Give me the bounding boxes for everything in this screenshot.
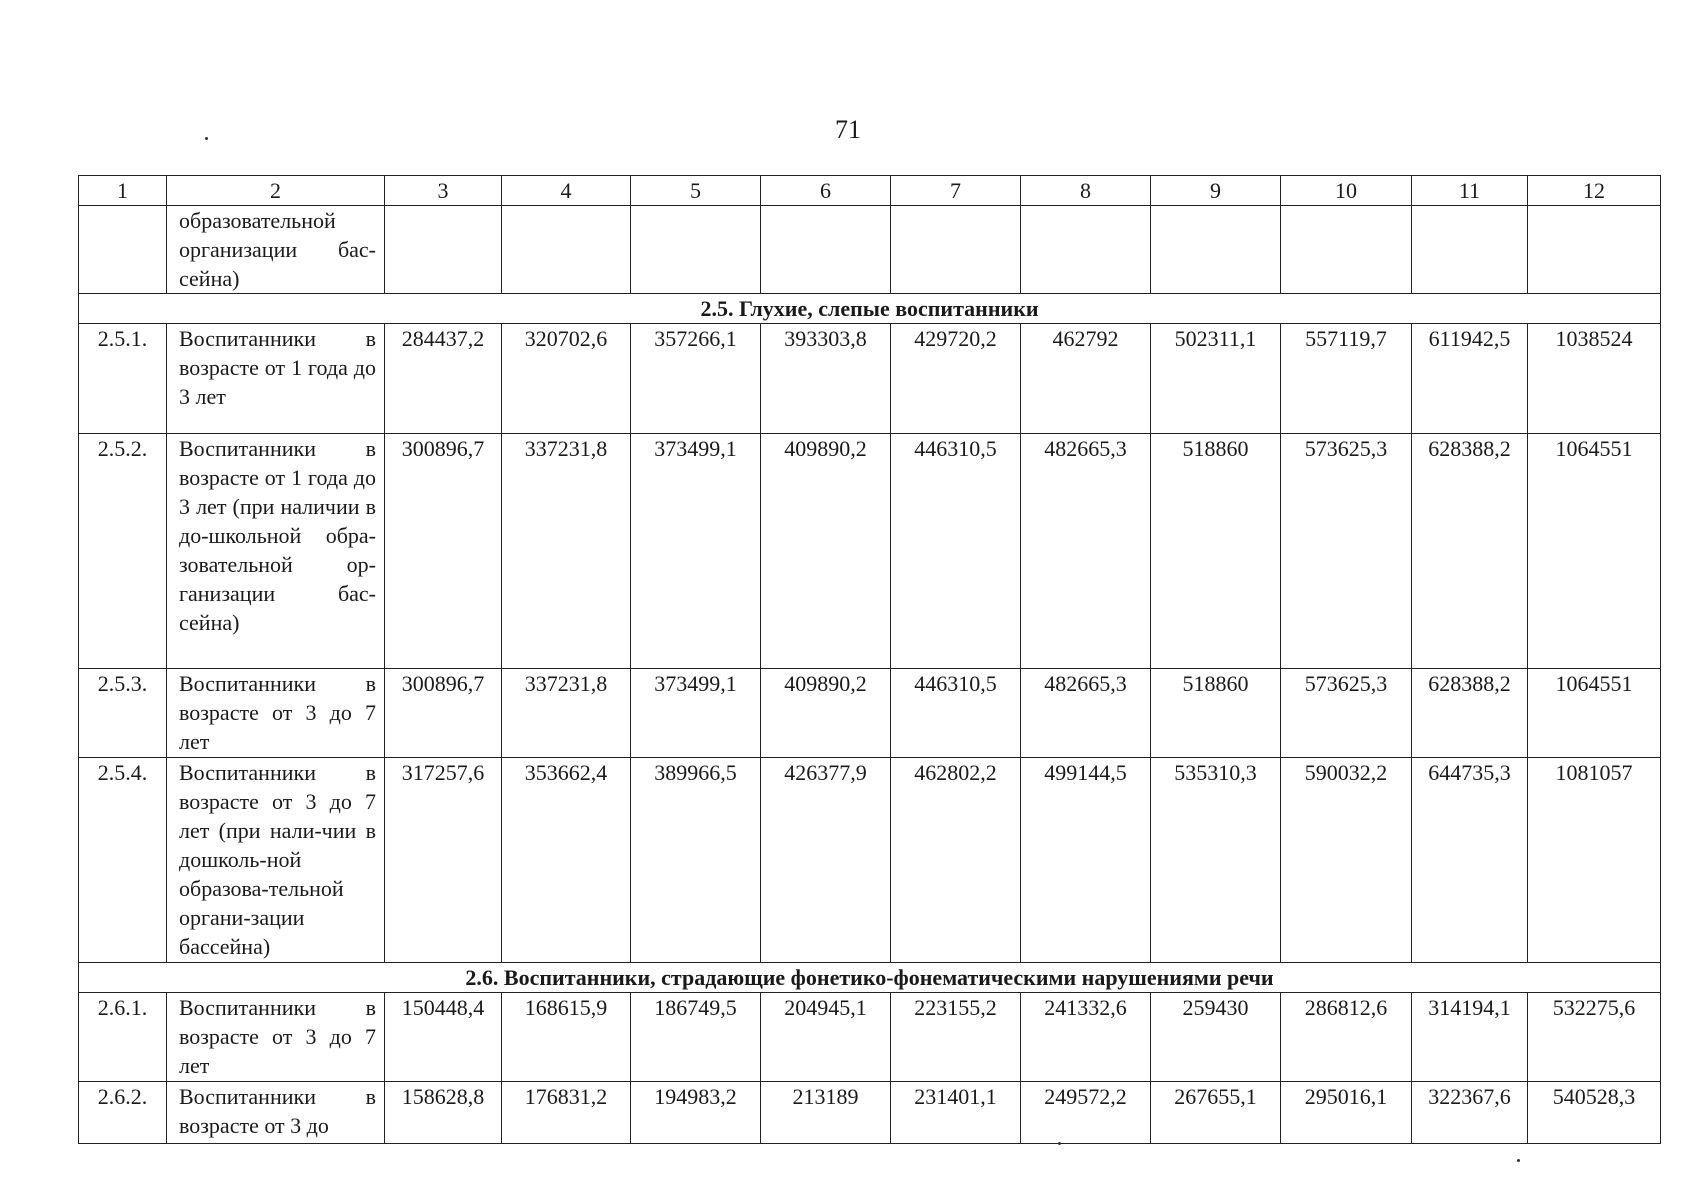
value-cell: 241332,6 <box>1021 993 1151 1082</box>
table-row <box>79 1082 1661 1144</box>
value-cell: 213189 <box>761 1082 891 1144</box>
value-cell: 194983,2 <box>631 1082 761 1144</box>
section-row <box>79 294 1661 324</box>
row-name: образовательной организации бас-сейна) <box>167 206 385 294</box>
row-code: 2.6.1. <box>79 993 167 1082</box>
value-cell: 482665,3 <box>1021 669 1151 758</box>
tariff-table <box>78 175 1661 1144</box>
column-header: 7 <box>891 176 1021 206</box>
value-cell <box>1021 206 1151 294</box>
value-cell: 532275,6 <box>1528 993 1661 1082</box>
value-cell: 286812,6 <box>1281 993 1412 1082</box>
value-cell: 357266,1 <box>631 324 761 434</box>
value-cell: 176831,2 <box>502 1082 631 1144</box>
row-code: 2.5.2. <box>79 434 167 669</box>
scan-speck <box>1058 1142 1061 1145</box>
column-header: 8 <box>1021 176 1151 206</box>
scan-speck <box>205 137 208 140</box>
value-cell <box>891 206 1021 294</box>
value-cell: 320702,6 <box>502 324 631 434</box>
value-cell <box>631 206 761 294</box>
row-code <box>79 206 167 294</box>
value-cell: 1064551 <box>1528 434 1661 669</box>
value-cell: 1081057 <box>1528 758 1661 963</box>
value-cell: 300896,7 <box>385 669 502 758</box>
row-name: Воспитанники в возрасте от 3 до 7 лет <box>167 993 385 1082</box>
value-cell: 518860 <box>1151 669 1281 758</box>
value-cell: 644735,3 <box>1412 758 1528 963</box>
table-row <box>79 993 1661 1082</box>
value-cell <box>1412 206 1528 294</box>
value-cell: 267655,1 <box>1151 1082 1281 1144</box>
column-header: 12 <box>1528 176 1661 206</box>
column-header: 5 <box>631 176 761 206</box>
table-row <box>79 324 1661 434</box>
column-header: 6 <box>761 176 891 206</box>
section-title: 2.6. Воспитанники, страдающие фонетико-фонематическими нарушениями речи <box>79 963 1661 993</box>
value-cell: 284437,2 <box>385 324 502 434</box>
value-cell: 540528,3 <box>1528 1082 1661 1144</box>
value-cell: 409890,2 <box>761 669 891 758</box>
value-cell <box>1281 206 1412 294</box>
value-cell: 628388,2 <box>1412 434 1528 669</box>
table-row <box>79 434 1661 669</box>
row-code: 2.5.3. <box>79 669 167 758</box>
table-body <box>79 176 1661 1144</box>
column-header: 1 <box>79 176 167 206</box>
column-header: 10 <box>1281 176 1412 206</box>
value-cell: 393303,8 <box>761 324 891 434</box>
value-cell: 518860 <box>1151 434 1281 669</box>
header-row <box>79 176 1661 206</box>
value-cell: 295016,1 <box>1281 1082 1412 1144</box>
row-name: Воспитанники в возрасте от 3 до 7 лет (при нали-чии в дошколь-ной образова-тельной органи-зации бассейна) <box>167 758 385 963</box>
value-cell: 231401,1 <box>891 1082 1021 1144</box>
value-cell: 322367,6 <box>1412 1082 1528 1144</box>
row-name: Воспитанники в возрасте от 1 года до 3 лет (при наличии в до-школьной обра-зовательной ор-ганизации бас-сейна) <box>167 434 385 669</box>
value-cell: 502311,1 <box>1151 324 1281 434</box>
value-cell: 373499,1 <box>631 669 761 758</box>
value-cell: 409890,2 <box>761 434 891 669</box>
value-cell: 317257,6 <box>385 758 502 963</box>
row-name: Воспитанники в возрасте от 3 до <box>167 1082 385 1144</box>
value-cell: 1064551 <box>1528 669 1661 758</box>
row-name: Воспитанники в возрасте от 1 года до 3 лет <box>167 324 385 434</box>
scan-speck <box>1517 1159 1520 1162</box>
section-row <box>79 963 1661 993</box>
row-code: 2.6.2. <box>79 1082 167 1144</box>
value-cell: 429720,2 <box>891 324 1021 434</box>
value-cell: 535310,3 <box>1151 758 1281 963</box>
value-cell: 300896,7 <box>385 434 502 669</box>
value-cell: 389966,5 <box>631 758 761 963</box>
value-cell: 223155,2 <box>891 993 1021 1082</box>
row-code: 2.5.1. <box>79 324 167 434</box>
value-cell <box>502 206 631 294</box>
value-cell <box>1528 206 1661 294</box>
value-cell: 482665,3 <box>1021 434 1151 669</box>
value-cell: 446310,5 <box>891 669 1021 758</box>
column-header: 4 <box>502 176 631 206</box>
value-cell <box>761 206 891 294</box>
value-cell: 337231,8 <box>502 669 631 758</box>
value-cell: 150448,4 <box>385 993 502 1082</box>
page-number: 71 <box>835 115 861 144</box>
row-code: 2.5.4. <box>79 758 167 963</box>
value-cell: 462802,2 <box>891 758 1021 963</box>
column-header: 11 <box>1412 176 1528 206</box>
value-cell: 462792 <box>1021 324 1151 434</box>
value-cell: 337231,8 <box>502 434 631 669</box>
value-cell: 573625,3 <box>1281 434 1412 669</box>
value-cell: 590032,2 <box>1281 758 1412 963</box>
column-header: 3 <box>385 176 502 206</box>
value-cell: 168615,9 <box>502 993 631 1082</box>
value-cell <box>385 206 502 294</box>
value-cell: 573625,3 <box>1281 669 1412 758</box>
value-cell: 426377,9 <box>761 758 891 963</box>
value-cell: 1038524 <box>1528 324 1661 434</box>
table-row <box>79 758 1661 963</box>
value-cell: 249572,2 <box>1021 1082 1151 1144</box>
value-cell: 158628,8 <box>385 1082 502 1144</box>
value-cell: 353662,4 <box>502 758 631 963</box>
column-header: 2 <box>167 176 385 206</box>
value-cell: 611942,5 <box>1412 324 1528 434</box>
value-cell: 186749,5 <box>631 993 761 1082</box>
column-header: 9 <box>1151 176 1281 206</box>
value-cell <box>1151 206 1281 294</box>
value-cell: 373499,1 <box>631 434 761 669</box>
row-name: Воспитанники в возрасте от 3 до 7 лет <box>167 669 385 758</box>
section-title: 2.5. Глухие, слепые воспитанники <box>79 294 1661 324</box>
value-cell: 314194,1 <box>1412 993 1528 1082</box>
continuation-row <box>79 206 1661 294</box>
value-cell: 557119,7 <box>1281 324 1412 434</box>
value-cell: 499144,5 <box>1021 758 1151 963</box>
value-cell: 204945,1 <box>761 993 891 1082</box>
value-cell: 628388,2 <box>1412 669 1528 758</box>
value-cell: 446310,5 <box>891 434 1021 669</box>
value-cell: 259430 <box>1151 993 1281 1082</box>
table-row <box>79 669 1661 758</box>
